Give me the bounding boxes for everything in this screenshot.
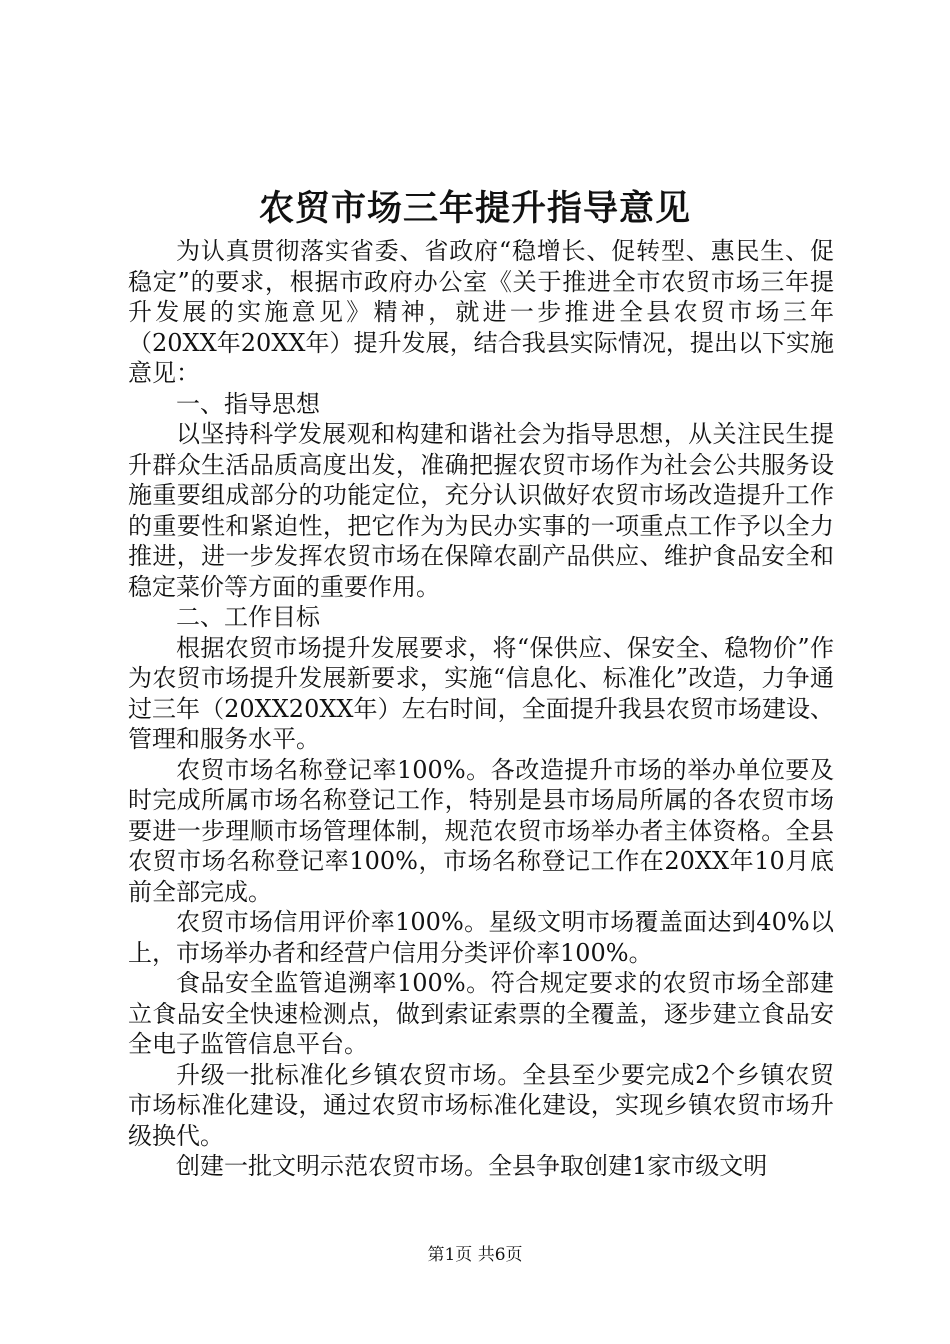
paragraph-model-markets: 创建一批文明示范农贸市场。全县争取创建1家市级文明 — [176, 1152, 768, 1180]
section-heading-guiding-ideology: 一、指导思想 — [176, 389, 320, 418]
paragraph-credit-evaluation: 农贸市场信用评价率100%。星级文明市场覆盖面达到40%以上，市场举办者和经营户信用分类评价率100%。 — [128, 908, 834, 967]
document-title: 农贸市场三年提升指导意见 — [258, 188, 691, 229]
section-heading-work-goals: 二、工作目标 — [176, 603, 320, 631]
paragraph-name-registration: 农贸市场名称登记率100%。各改造提升市场的举办单位要及时完成所属市场名称登记工作，特别是县市场局所属的各农贸市场要进一步理顺市场管理体制，规范农贸市场举办者主体资格。全县农贸市场名称登记率100%，市场名称登记工作在20XX年10月底前全部完成。 — [128, 755, 834, 906]
intro-paragraph: 为认真贯彻落实省委、省政府“稳增长、促转型、惠民生、促稳定”的要求，根据市政府办公室《关于推进全市农贸市场三年提升发展的实施意见》精神，就进一步推进全县农贸市场三年（20XX年20XX年）提升发展，结合我县实际情况，提出以下实施意见： — [128, 237, 834, 387]
paragraph-guiding-ideology: 以坚持科学发展观和构建和谐社会为指导思想，从关注民生提升群众生活品质高度出发，准确把握农贸市场作为社会公共服务设施重要组成部分的功能定位，充分认识做好农贸市场改造提升工作的重要性和紧迫性，把它作为为民办实事的一项重点工作予以全力推进，进一步发挥农贸市场在保障农副产品供应、维护食品安全和稳定菜价等方面的重要作用。 — [128, 420, 834, 601]
paragraph-township-markets: 升级一批标准化乡镇农贸市场。全县至少要完成2个乡镇农贸市场标准化建设，通过农贸市场标准化建设，实现乡镇农贸市场升级换代。 — [128, 1060, 834, 1150]
paragraph-food-safety: 食品安全监管追溯率100%。符合规定要求的农贸市场全部建立食品安全快速检测点，做到索证索票的全覆盖，逐步建立食品安全电子监管信息平台。 — [128, 969, 834, 1058]
page-number: 第1页 共6页 — [427, 1245, 523, 1265]
document-body — [128, 236, 834, 1182]
paragraph-work-goals: 根据农贸市场提升发展要求，将“保供应、保安全、稳物价”作为农贸市场提升发展新要求，实施“信息化、标准化”改造，力争通过三年（20XX20XX年）左右时间，全面提升我县农贸市场建设、管理和服务水平。 — [128, 633, 834, 753]
